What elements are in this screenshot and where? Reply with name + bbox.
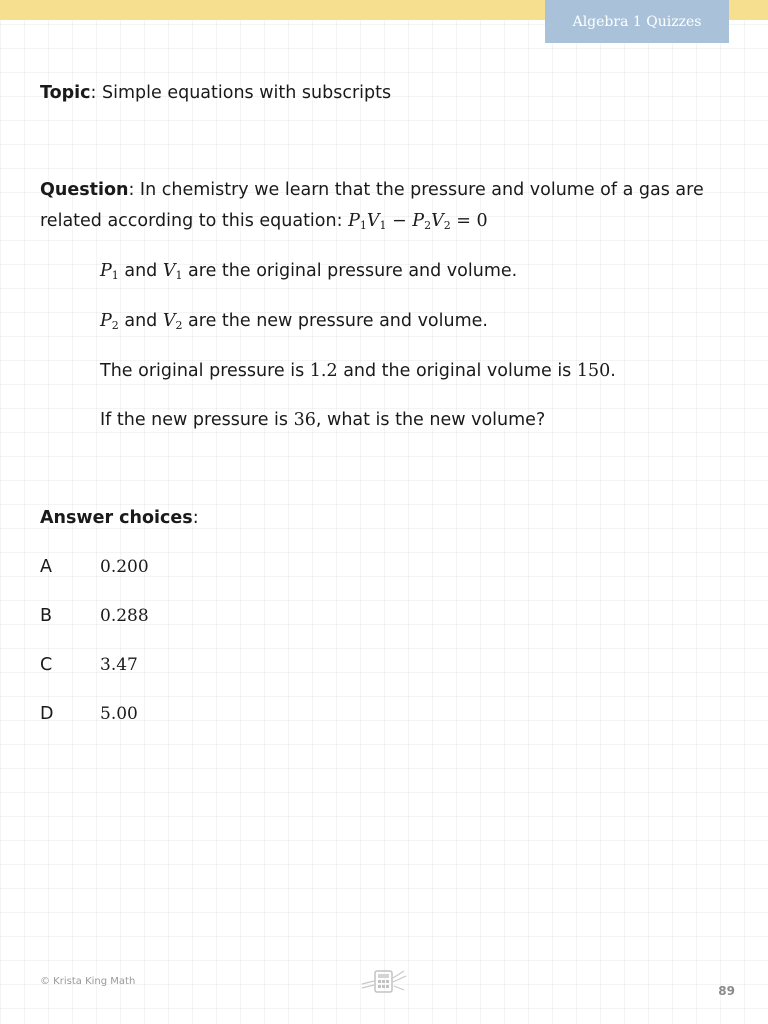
choice-letter: D — [40, 704, 54, 724]
given-values: The original pressure is 1.2 and the original volume is 150. — [100, 361, 616, 381]
gas-equation: $P_1V_1 - P_2V_2 = 0$ — [348, 211, 488, 232]
footer-copyright: © Krista King Math — [40, 976, 136, 987]
choice-value: 0.288 — [100, 606, 149, 626]
choice-letter: B — [40, 606, 53, 626]
choice-value: 3.47 — [100, 655, 138, 675]
question-intro: : In chemistry we learn that the pressure and volume of a gas are related according to this equation: — [40, 180, 704, 231]
answer-choice-b[interactable] — [40, 603, 149, 629]
question-prompt: If the new pressure is 36, what is the new volume? — [100, 410, 546, 430]
choice-value: 5.00 — [100, 704, 138, 724]
answer-choice-c[interactable] — [40, 652, 138, 678]
definition-new: $P_2$ and $V_2$ are the new pressure and volume. — [100, 311, 488, 332]
header-tab — [545, 0, 729, 43]
choice-value: 0.200 — [100, 557, 149, 577]
answer-choice-d[interactable] — [40, 701, 138, 727]
answer-choices-label: Answer choices — [40, 508, 193, 528]
topic-label: Topic — [40, 83, 91, 103]
topic-text: : Simple equations with subscripts — [90, 83, 392, 103]
choice-letter: A — [40, 557, 52, 577]
answer-choice-a[interactable] — [40, 554, 149, 580]
calculator-icon — [360, 966, 410, 996]
topic-line — [40, 78, 391, 109]
question-paragraph — [40, 175, 730, 241]
answer-choices-heading: Answer choices: — [40, 508, 199, 528]
question-label: Question — [40, 180, 129, 200]
definition-original: $P_1$ and $V_1$ are the original pressure and volume. — [100, 261, 518, 282]
choice-letter: C — [40, 655, 53, 675]
page-number: 89 — [718, 984, 735, 998]
header-tab-label: Algebra 1 Quizzes — [572, 13, 702, 30]
